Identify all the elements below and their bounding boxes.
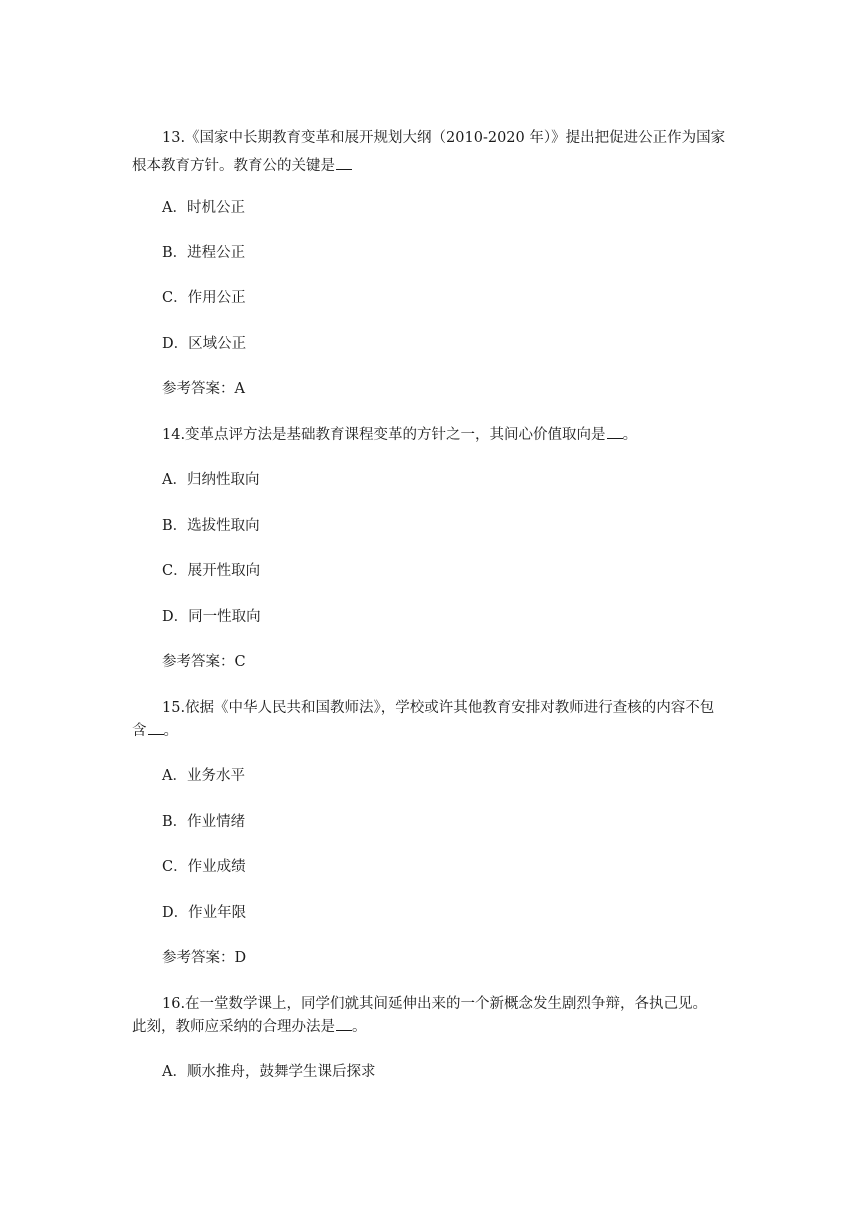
question-13-text-line2-body: 根本教育方针。教育公的关键是 xyxy=(132,158,335,174)
question-14-text-line1-body: 14.变革点评方法是基础教育课程变革的方针之一，其间心价值取向是 xyxy=(162,427,606,443)
question-13-option-d: D．区域公正 xyxy=(162,336,247,352)
question-15-blank xyxy=(148,720,164,735)
question-14-option-b: B．选拔性取向 xyxy=(162,518,260,534)
question-13-option-b: B．进程公正 xyxy=(162,245,246,261)
question-14-option-a: A．归纳性取向 xyxy=(162,472,260,488)
question-15-option-b: B．作业情绪 xyxy=(162,814,246,830)
question-13-option-a: A．时机公正 xyxy=(162,200,245,216)
question-13-answer: 参考答案：A xyxy=(162,381,245,397)
question-15-text-line1: 15.依据《中华人民共和国教师法》，学校或许其他教育安排对教师进行查核的内容不包 xyxy=(162,700,715,716)
question-13-blank xyxy=(336,155,352,170)
question-14-text-line1-tail: 。 xyxy=(622,427,638,443)
question-14-option-c: C．展开性取向 xyxy=(162,563,261,579)
question-16-text-line2-tail: 。 xyxy=(352,1019,367,1035)
question-15-text-line2 xyxy=(132,720,178,742)
question-15-option-c: C．作业成绩 xyxy=(162,859,246,875)
question-13-text-line1: 13.《国家中长期教育变革和展开规划大纲（2010-2020 年）》提出把促进公正作为国家 xyxy=(162,130,726,146)
question-14-option-d: D．同一性取向 xyxy=(162,609,261,625)
question-16-text-line2 xyxy=(132,1016,367,1038)
question-15-answer: 参考答案：D xyxy=(162,950,247,966)
question-15-option-a: A．业务水平 xyxy=(162,768,245,784)
question-16-text-line2-body: 此刻，教师应采纳的合理办法是 xyxy=(132,1019,335,1035)
question-16-option-a: A．顺水推舟，鼓舞学生课后探求 xyxy=(162,1064,376,1080)
question-13-text-line2 xyxy=(132,155,352,177)
question-16-text-line1: 16.在一堂数学课上，同学们就其间延伸出来的一个新概念发生剧烈争辩，各执己见。 xyxy=(162,996,708,1012)
question-13-option-c: C．作用公正 xyxy=(162,290,246,306)
question-14-answer: 参考答案：C xyxy=(162,654,246,670)
question-16-blank xyxy=(336,1016,352,1031)
question-15-text-line2-body: 含 xyxy=(132,723,147,739)
question-15-text-line2-tail: 。 xyxy=(163,723,178,739)
question-14-blank xyxy=(607,424,623,439)
question-14-text-line1 xyxy=(162,424,637,446)
question-15-option-d: D．作业年限 xyxy=(162,905,247,921)
